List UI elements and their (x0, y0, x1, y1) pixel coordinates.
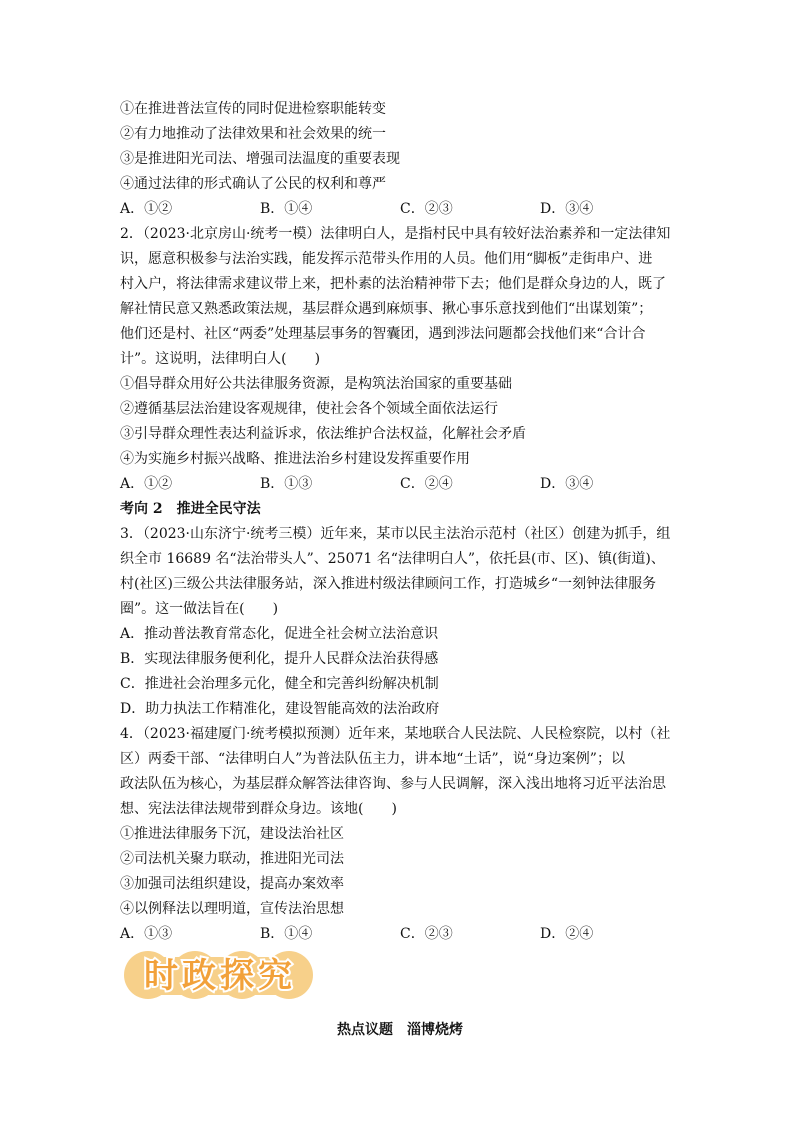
q2-stem-line-2: 识，愿意积极参与法治实践，能发挥示范带头作用的人员。他们用“脚板”走街串户、进 (120, 251, 653, 267)
q4-stem-line-3: 政法队伍为核心，为基层群众解答法律咨询、参与人民调解，深入浅出地将习近平法治思 (120, 776, 666, 792)
q4-option-b: B．①④ (260, 926, 313, 942)
hot-topic-title: 热点议题 淄博烧烤 (337, 1022, 463, 1038)
q1-options (120, 199, 700, 219)
q1-statement-2: ②有力地推动了法律效果和社会效果的统一 (120, 126, 386, 142)
q2-statement-2: ②遵循基层法治建设客观规律，使社会各个领域全面依法运行 (120, 401, 498, 417)
q4-statement-4: ④以例释法以理明道，宣传法治思想 (120, 901, 344, 917)
banner-graphic (122, 945, 318, 1003)
q2-statement-4: ④为实施乡村振兴战略、推进法治乡村建设发挥重要作用 (120, 451, 470, 467)
q3-stem-line-1: 3．（2023·山东济宁·统考三模）近年来，某市以民主法治示范村（社区）创建为抓手，组 (120, 526, 671, 542)
q4-statement-2: ②司法机关聚力联动，推进阳光司法 (120, 851, 344, 867)
q4-option-d: D．②④ (540, 926, 594, 942)
q2-stem-line-4: 解社情民意又熟悉政策法规，基层群众遇到麻烦事、揪心事乐意找到他们“出谋划策”； (120, 301, 653, 317)
q2-stem-line-5: 他们还是村、社区“两委”处理基层事务的智囊团，遇到涉法问题都会找他们来“合计合 (120, 326, 646, 342)
banner-text: 时政探究 (144, 956, 296, 996)
q2-option-b: B．①③ (260, 476, 313, 492)
q4-option-a: A．①③ (120, 926, 173, 942)
section-banner (122, 945, 318, 1003)
q4-stem-line-1: 4．（2023·福建厦门·统考模拟预测）近年来，某地联合人民法院、人民检察院，以村（社 (120, 726, 671, 742)
q4-statement-1: ①推进法律服务下沉，建设法治社区 (120, 826, 344, 842)
q3-choice-b: B．实现法律服务便利化，提升人民群众法治获得感 (120, 651, 439, 667)
q3-stem-line-3: 村(社区)三级公共法律服务站，深入推进村级法律顾问工作，打造城乡“一刻钟法律服务 (120, 576, 657, 592)
q4-options (120, 924, 700, 944)
q2-stem-line-1: 2．（2023·北京房山·统考一模）法律明白人，是指村民中具有较好法治素养和一定法律知 (120, 226, 671, 242)
q3-choice-a: A．推动普法教育常态化，促进全社会树立法治意识 (120, 626, 439, 642)
q1-statement-3: ③是推进阳光司法、增强司法温度的重要表现 (120, 151, 400, 167)
q1-option-d: D．③④ (540, 201, 594, 217)
q2-option-d: D．③④ (540, 476, 594, 492)
q1-option-a: A．①② (120, 201, 173, 217)
q3-choice-d: D．助力执法工作精准化，建设智能高效的法治政府 (120, 701, 440, 717)
q1-statement-4: ④通过法律的形式确认了公民的权利和尊严 (120, 176, 386, 192)
q2-option-c: C．②④ (400, 476, 453, 492)
q3-stem-line-2: 织全市 16689 名“法治带头人”、25071 名“法律明白人”，依托县(市、区)、镇(街道)、 (120, 551, 665, 567)
q1-option-c: C．②③ (400, 201, 453, 217)
q2-stem-line-3: 村入户，将法律需求建议带上来，把朴素的法治精神带下去；他们是群众身边的人，既了 (120, 276, 666, 292)
q4-stem-line-4: 想、宪法法律法规带到群众身边。该地( ) (120, 801, 397, 817)
q4-stem-line-2: 区）两委干部、“法律明白人”为普法队伍主力，讲本地“土话”，说“身边案例”；以 (120, 751, 625, 767)
q1-option-b: B．①④ (260, 201, 313, 217)
q2-statement-3: ③引导群众理性表达利益诉求，依法维护合法权益，化解社会矛盾 (120, 426, 526, 442)
q1-statement-1: ①在推进普法宣传的同时促进检察职能转变 (120, 101, 386, 117)
q3-stem-line-4: 圈”。这一做法旨在( ) (120, 601, 279, 617)
section-title: 考向 2 推进全民守法 (120, 501, 261, 517)
q2-options (120, 474, 700, 494)
q3-choice-c: C．推进社会治理多元化，健全和完善纠纷解决机制 (120, 676, 439, 692)
q4-statement-3: ③加强司法组织建设，提高办案效率 (120, 876, 344, 892)
q2-option-a: A．①② (120, 476, 173, 492)
q4-option-c: C．②③ (400, 926, 453, 942)
q2-statement-1: ①倡导群众用好公共法律服务资源，是构筑法治国家的重要基础 (120, 376, 512, 392)
q2-stem-line-6: 计”。这说明，法律明白人( ) (120, 351, 321, 367)
